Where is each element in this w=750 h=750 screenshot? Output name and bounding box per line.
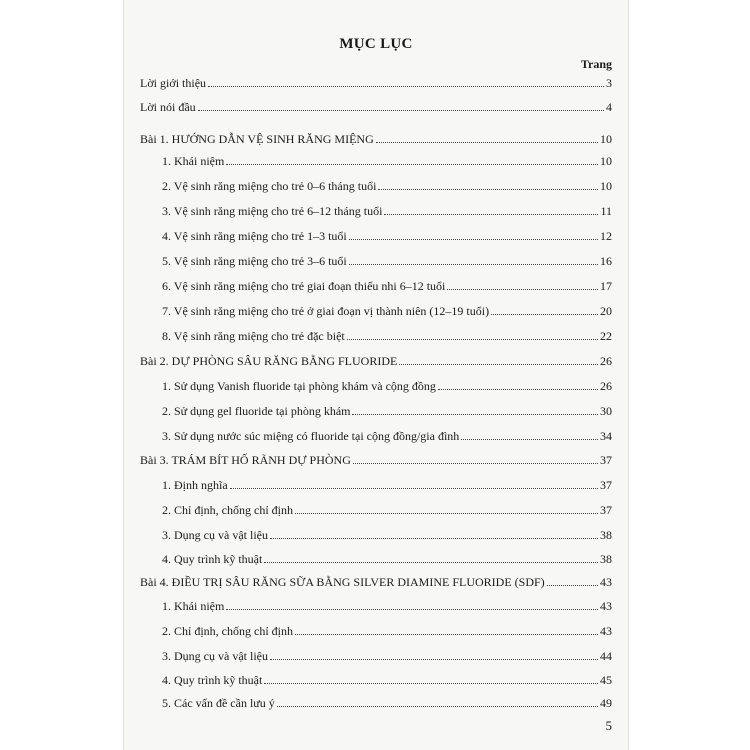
toc-entry: 1. Khái niệm 10 <box>162 154 612 168</box>
toc-entry: 4. Quy trình kỹ thuật 38 <box>162 552 612 566</box>
toc-entry: 3. Sử dụng nước súc miệng có fluoride tại cộng đồng/gia đình 34 <box>162 429 612 443</box>
toc-entry: 3. Vệ sinh răng miệng cho trẻ 6–12 tháng tuổi 11 <box>162 204 612 218</box>
toc-entry: 7. Vệ sinh răng miệng cho trẻ ở giai đoạn vị thành niên (12–19 tuổi) 20 <box>162 304 612 318</box>
toc-section: Bài 2. DỰ PHÒNG SÂU RĂNG BẰNG FLUORIDE 26 <box>140 354 612 368</box>
page-column-header: Trang <box>580 57 612 71</box>
toc-section: Bài 4. ĐIỀU TRỊ SÂU RĂNG SỮA BẰNG SILVER DIAMINE FLUORIDE (SDF) 43 <box>140 575 612 589</box>
toc-entry: 6. Vệ sinh răng miệng cho trẻ giai đoạn thiếu nhi 6–12 tuổi 17 <box>162 279 612 293</box>
toc-entry: 5. Các vấn đề cần lưu ý 49 <box>162 696 612 710</box>
toc-entry: 3. Dụng cụ và vật liệu 38 <box>162 528 612 542</box>
toc-entry: 1. Khái niệm 43 <box>162 599 612 613</box>
toc-entry: 1. Định nghĩa 37 <box>162 478 612 492</box>
page-title: MỤC LỤC <box>339 36 413 52</box>
toc-section: Bài 3. TRÁM BÍT HỐ RÃNH DỰ PHÒNG 37 <box>140 453 612 467</box>
toc-entry: 4. Quy trình kỹ thuật 45 <box>162 673 612 687</box>
toc-entry: 2. Vệ sinh răng miệng cho trẻ 0–6 tháng tuổi 10 <box>162 179 612 193</box>
toc-entry: Lời giới thiệu 3 <box>140 76 612 90</box>
toc-entry: 2. Chỉ định, chống chỉ định 37 <box>162 503 612 517</box>
book-page <box>123 0 629 750</box>
toc-entry: 2. Sử dụng gel fluoride tại phòng khám 30 <box>162 404 612 418</box>
toc-entry: 1. Sử dụng Vanish fluoride tại phòng khám và cộng đồng 26 <box>162 379 612 393</box>
page-number: 5 <box>605 718 612 733</box>
toc-entry: 8. Vệ sinh răng miệng cho trẻ đặc biệt 22 <box>162 329 612 343</box>
toc-entry: 3. Dụng cụ và vật liệu 44 <box>162 649 612 663</box>
toc-entry: Lời nói đầu 4 <box>140 100 612 114</box>
toc-entry: 4. Vệ sinh răng miệng cho trẻ 1–3 tuổi 12 <box>162 229 612 243</box>
toc-entry: 5. Vệ sinh răng miệng cho trẻ 3–6 tuổi 16 <box>162 254 612 268</box>
toc-section: Bài 1. HƯỚNG DẪN VỆ SINH RĂNG MIỆNG 10 <box>140 132 612 146</box>
toc-entry: 2. Chỉ định, chống chỉ định 43 <box>162 624 612 638</box>
